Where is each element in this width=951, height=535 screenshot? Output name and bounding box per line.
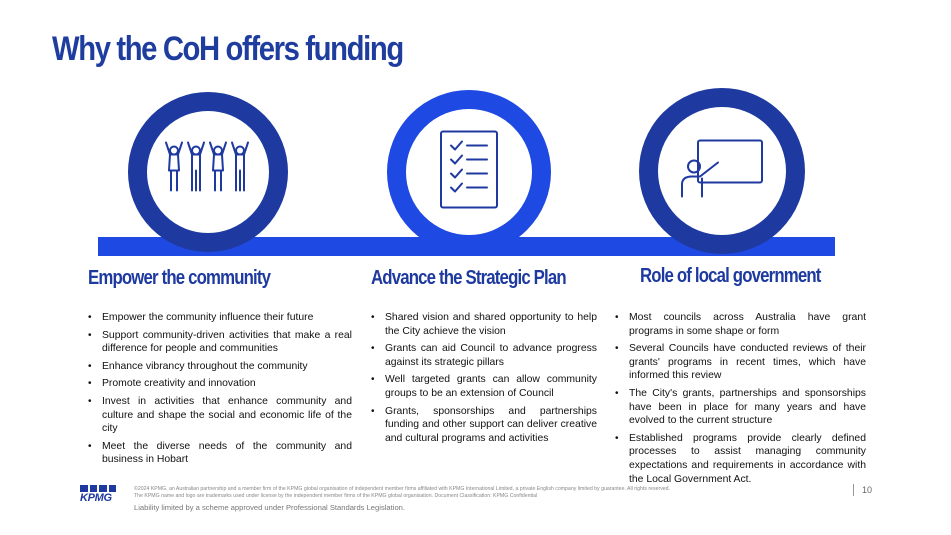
kpmg-logo bbox=[80, 485, 116, 505]
heading-community: Empower the community bbox=[88, 267, 271, 289]
heading-strategic-plan: Advance the Strategic Plan bbox=[371, 267, 566, 289]
page-number: 10 bbox=[862, 485, 873, 495]
legal-notice bbox=[134, 486, 774, 500]
liability-notice: Liability limited by a scheme approved under Professional Standards Legislation. bbox=[134, 503, 405, 512]
list-item: • The City's grants, partnerships and sponsorships have been in place for many years and have evolved to the current structure bbox=[615, 387, 866, 428]
list-item: • Meet the diverse needs of the community and business in Hobart bbox=[88, 440, 352, 467]
logo-text: KPMG bbox=[80, 492, 112, 504]
list-item: • Established programs provide clearly defined processes to assist managing community expectations and requirements in accordance with the Local Government Act. bbox=[615, 432, 866, 486]
divider bbox=[853, 484, 854, 496]
list-item: • Enhance vibrancy throughout the community bbox=[88, 360, 352, 374]
list-item: • Invest in activities that enhance community and culture and shape the social and economic life of the city bbox=[88, 395, 352, 436]
checklist-icon bbox=[439, 130, 499, 215]
bullet-list-local-government bbox=[615, 311, 866, 490]
list-item: • Promote creativity and innovation bbox=[88, 377, 352, 391]
ring-strategic-plan bbox=[387, 90, 551, 254]
bullet-list-community bbox=[88, 311, 352, 471]
legal-line-1: ©2024 KPMG, an Australian partnership and a member firm of the KPMG global organisation of independent member firms affiliated with KPMG International Limited, a private English company limited by guarantee. All rights reserved. bbox=[134, 486, 671, 492]
heading-local-government: Role of local government bbox=[640, 265, 821, 287]
list-item: • Well targeted grants can allow community groups to be an extension of Council bbox=[371, 373, 597, 400]
ring-local-government bbox=[639, 88, 805, 254]
list-item: • Most councils across Australia have grant programs in some shape or form bbox=[615, 311, 866, 338]
ring-community bbox=[128, 92, 288, 252]
list-item: • Several Councils have conducted reviews of their grants' programs in recent times, which have informed this review bbox=[615, 342, 866, 383]
list-item: • Shared vision and shared opportunity to help the City achieve the vision bbox=[371, 311, 597, 338]
bullet-list-strategic-plan bbox=[371, 311, 597, 449]
page-title: Why the CoH offers funding bbox=[52, 30, 403, 68]
list-item: • Support community-driven activities that make a real difference for people and communities bbox=[88, 329, 352, 356]
list-item: • Grants, sponsorships and partnerships funding and other support can deliver creative and cultural programs and activities bbox=[371, 405, 597, 446]
presenter-board-icon bbox=[680, 139, 764, 204]
people-celebrating-icon bbox=[162, 141, 254, 204]
list-item: • Grants can aid Council to advance progress against its strategic pillars bbox=[371, 342, 597, 369]
list-item: • Empower the community influence their future bbox=[88, 311, 352, 325]
legal-line-2: The KPMG name and logo are trademarks used under license by the independent member firms of the KPMG global organisation. Document Classification: KPMG Confidential bbox=[134, 493, 538, 499]
